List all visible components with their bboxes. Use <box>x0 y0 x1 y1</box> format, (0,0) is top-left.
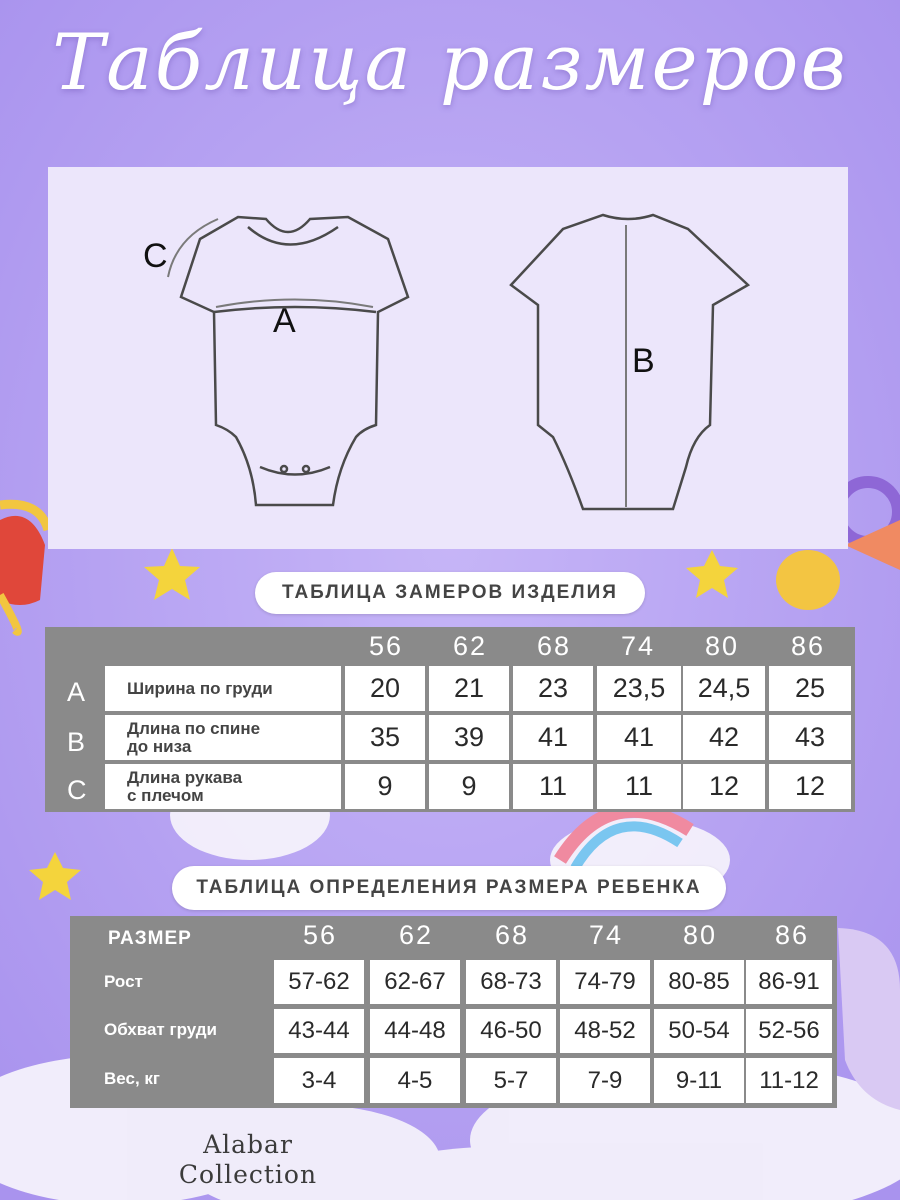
row-label: Ширина по груди <box>127 678 273 698</box>
value-cell: 68-73 <box>466 960 556 1004</box>
row-code: C <box>67 775 87 805</box>
row-label: Обхват груди <box>104 1020 217 1039</box>
value-cell: 23,5 <box>597 666 681 711</box>
value-cell: 20 <box>345 666 425 711</box>
value-cell: 11 <box>597 764 681 809</box>
size-header-label: РАЗМЕР <box>108 928 192 949</box>
row-label: с плечом <box>127 785 204 805</box>
label-c: C <box>143 237 168 275</box>
size-header: 56 <box>302 920 338 950</box>
value-cell: 12 <box>683 764 765 809</box>
value-cell: 46-50 <box>466 1009 556 1053</box>
value-cell: 24,5 <box>683 666 765 711</box>
value-cell: 50-54 <box>654 1009 744 1053</box>
row-label: Рост <box>104 972 143 991</box>
bodysuit-diagram <box>48 167 848 549</box>
value-cell: 21 <box>429 666 509 711</box>
value-cell: 35 <box>345 715 425 760</box>
back-bodysuit-drawing <box>511 215 748 509</box>
size-header: 68 <box>536 631 572 661</box>
size-header: 80 <box>682 920 718 950</box>
value-cell: 12 <box>769 764 851 809</box>
row-label: Длина по спине <box>127 718 261 738</box>
size-header: 86 <box>774 920 810 950</box>
value-cell: 41 <box>513 715 593 760</box>
value-cell: 48-52 <box>560 1009 650 1053</box>
value-cell: 9 <box>345 764 425 809</box>
label-b: B <box>632 342 655 380</box>
row-label-cell <box>105 764 341 809</box>
row-code: A <box>67 677 86 707</box>
child-size-table <box>70 916 837 1108</box>
value-cell: 11 <box>513 764 593 809</box>
value-cell: 80-85 <box>654 960 744 1004</box>
value-cell: 11-12 <box>746 1058 832 1103</box>
label-a: A <box>273 302 296 340</box>
value-cell: 25 <box>769 666 851 711</box>
value-cell: 4-5 <box>370 1058 460 1103</box>
size-header: 80 <box>704 631 740 661</box>
row-label-cell <box>105 715 341 760</box>
size-header: 74 <box>588 920 624 950</box>
value-cell: 23 <box>513 666 593 711</box>
size-header: 62 <box>398 920 434 950</box>
brand-line2: Collection <box>178 1160 318 1189</box>
row-label: Длина рукава <box>127 767 243 787</box>
value-cell: 9-11 <box>654 1058 744 1103</box>
size-header: 86 <box>790 631 826 661</box>
brand-line1: Alabar <box>203 1130 293 1159</box>
row-label: до низа <box>127 736 192 756</box>
value-cell: 5-7 <box>466 1058 556 1103</box>
value-cell: 86-91 <box>746 960 832 1004</box>
value-cell: 3-4 <box>274 1058 364 1103</box>
value-cell: 39 <box>429 715 509 760</box>
value-cell: 7-9 <box>560 1058 650 1103</box>
value-cell: 57-62 <box>274 960 364 1004</box>
size-header: 74 <box>620 631 656 661</box>
value-cell: 43 <box>769 715 851 760</box>
value-cell: 9 <box>429 764 509 809</box>
front-bodysuit-drawing <box>181 217 408 505</box>
table2-heading: ТАБЛИЦА ОПРЕДЕЛЕНИЯ РАЗМЕРА РЕБЕНКА <box>172 866 726 910</box>
value-cell: 41 <box>597 715 681 760</box>
row-label: Вес, кг <box>104 1069 160 1088</box>
page-title: Таблица размеров <box>52 18 848 108</box>
value-cell: 62-67 <box>370 960 460 1004</box>
value-cell: 44-48 <box>370 1009 460 1053</box>
brand-logo <box>168 1130 328 1190</box>
value-cell: 52-56 <box>746 1009 832 1053</box>
table1-heading: ТАБЛИЦА ЗАМЕРОВ ИЗДЕЛИЯ <box>255 572 645 614</box>
row-code: B <box>67 727 86 757</box>
value-cell: 42 <box>683 715 765 760</box>
measurements-table <box>45 627 855 812</box>
size-header: 68 <box>494 920 530 950</box>
row-label-cell <box>105 666 341 711</box>
size-header: 62 <box>452 631 488 661</box>
value-cell: 43-44 <box>274 1009 364 1053</box>
value-cell: 74-79 <box>560 960 650 1004</box>
size-header: 56 <box>368 631 404 661</box>
